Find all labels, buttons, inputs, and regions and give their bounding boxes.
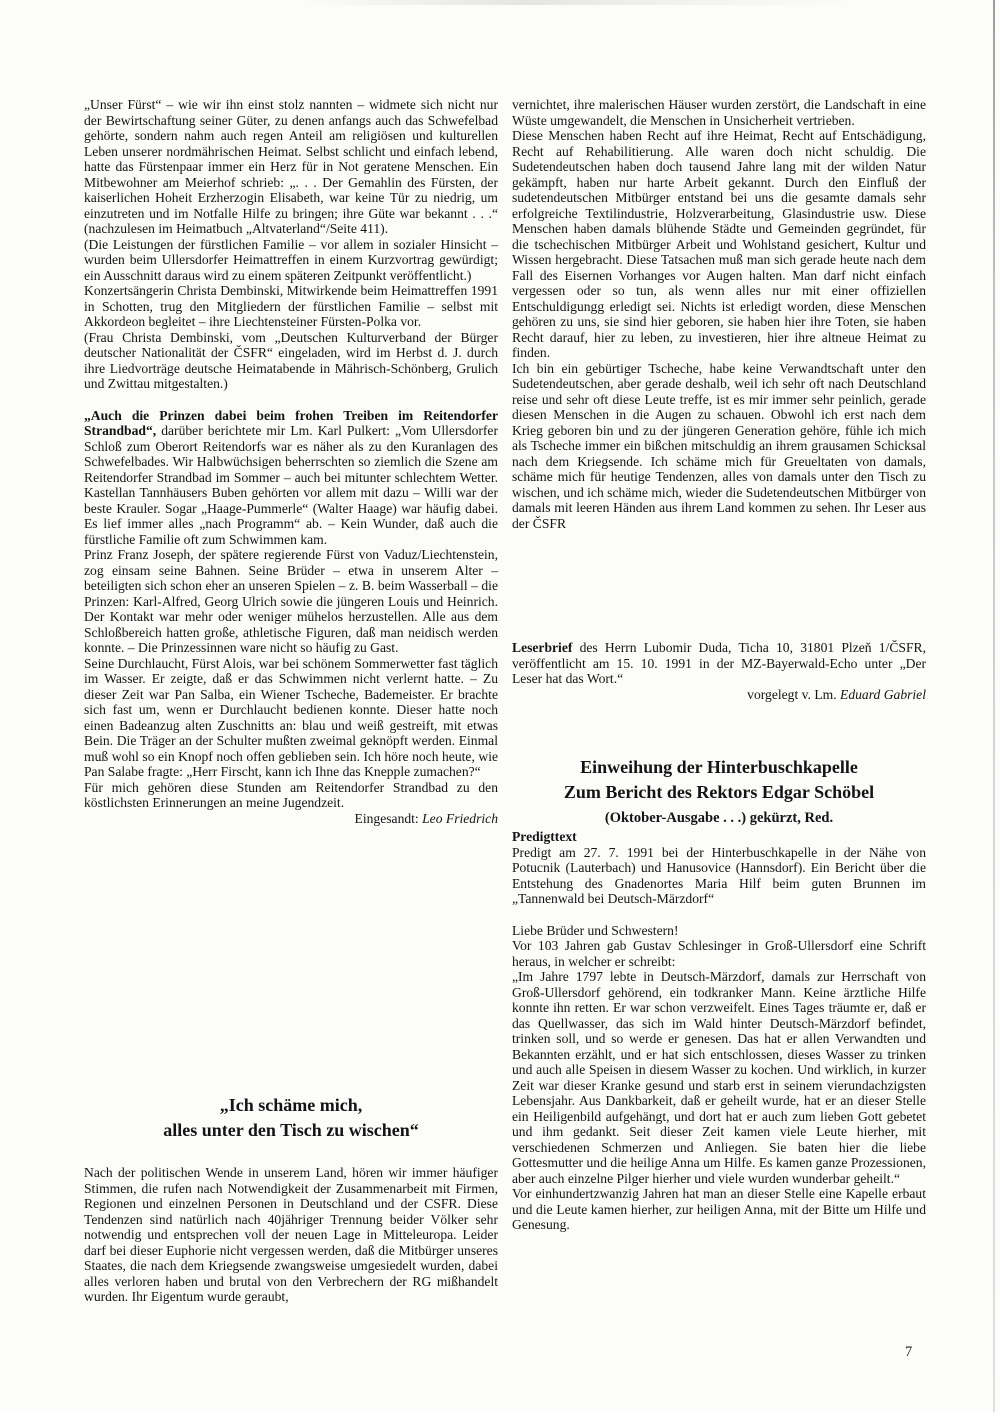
- signature-label: Eingesandt:: [354, 810, 423, 826]
- kapelle-subheading: (Oktober-Ausgabe . . .) gekürzt, Red.: [604, 810, 834, 826]
- para-prinz-franz-joseph: Prinz Franz Joseph, der spätere regierende Fürst von Vaduz/Liechtenstein, zog einsam seine Bahnen. Seine Brüder – etwa in unserem Alter – beteiligten sich schon eher an unseren Spielen – z. B. beim Wasserball – die Prinzen: Karl-Alfred, Georg Ulrich sowie die jüngeren Louis und Heinrich. Der Kontakt war mehr oder weniger mühelos herzustellen. Alle aus dem Schloßbereich hatten große, athletische Figuren, daß man neidisch werden konnte. – Die Prinzessinnen ware nicht so häufig zu Gast.: [84, 547, 498, 655]
- para-frau-dembinski: (Frau Christa Dembinski, vom „Deutschen Kulturverband der Bürger deutscher Nationalität der ČSFR“ eingeladen, wird im Herbst d. J. durch ihre Liedvorträge deutsche Heimatabende in Mährisch-Schönberg, Grulich und Zwittau mitgestalten.): [84, 329, 498, 391]
- para-konzertsaengerin: Konzertsängerin Christa Dembinski, Mitwirkende beim Heimattreffen 1991 in Schotten, trug den Mitgliedern der fürstlichen Familie – selbst mit Akkordeon begleitet – ihre Liechtensteiner Fürsten-Polka vor.: [84, 283, 498, 329]
- leserbrief-bold-lead: Leserbrief: [512, 640, 573, 655]
- para-strandbad: [84, 408, 498, 548]
- kapelle-heading-line-1: Einweihung der Hinterbuschkapelle: [580, 757, 858, 777]
- section-heading-einweihung: [512, 755, 926, 805]
- para-im-jahre-1797: „Im Jahre 1797 lebte in Deutsch-Märzdorf, damals zur Herrschaft von Groß-Ullersdorf gehörend, ein todkranker Mann. Keine ärztliche Hilfe konnte ihn retten. Er war schon verzweifelt. Eines Tages träumte er, daß er das Quellwasser, das sich im Wald hinter Deutsch-Märzdorf befindet, trinken soll, und so werde er genesen. Das hat er allen Verwandten und Bekannten erzählt, und er hat sich entschlossen, dieses Wasser zu trinken und auch alle Speisen in diesem Wasser zu kochen. Und wirklich, in kurzer Zeit war dieser Kranke gesund und starb erst in seinem vierundachzigsten Lebensjahr. Aus Dankbarkeit, daß er geheilt wurde, hat er an dieser Stelle ein Heiligenbild aufgehängt, und dort hat er auch zum lieben Gott gebetet und ihm gedankt. Seit dieser Zeit kamen viele Leute hierher, mit verschiedenen Schmerzen und Anliegen. Sie baten hier die liebe Gottesmutter und die heilige Anna um Hilfe. Es kamen ganze Prozessionen, aber auch einzelne Pilger hierher und viele wurden wunderbar geheilt.“: [512, 969, 926, 1186]
- para-unser-fuerst: „Unser Fürst“ – wie wir ihn einst stolz nannten – widmete sich nicht nur der Bewirtschaftung seiner Güter, zu denen anfangs auch das Schwefelbad gehörte, sondern nahm auch regen Anteil am religiösen und kulturellen Leben unserer nordmährischen Heimat. Selbst schlicht und einfach lebend, hatte das Fürstenpaar immer ein Herz für in Not geratene Menschen. Ein Mitbewohner am Meierhof schrieb: „. . . Der Gemahlin des Fürsten, der kaiserlichen Hoheit Erzherzogin Elisabeth, war keine Tür zu niedrig, um einzutreten und im Notfalle Hilfe zu bringen; ihre Güte war bekannt . . .“ (nachzulesen im Heimatbuch „Altvaterland“/Seite 411).: [84, 97, 498, 236]
- section-heading-ich-schaeme-mich: [84, 1093, 498, 1143]
- vorgelegt-label: vorgelegt v. Lm.: [747, 686, 841, 702]
- para-recht-auf-heimat: Diese Menschen haben Recht auf ihre Heimat, Recht auf Entschädigung, Recht auf Rehabilitierung. Alle waren doch nicht schuldig. Die Sudetendeutschen haben doch tausend Jahre lang mit der wilden Natur gekämpft, haben nur harte Arbeit gekannt. Durch den Einfluß der sudetendeutschen Mitbürger entstand bei uns die gesamte damals sehr erfolgreiche Textilindustrie, Holzverarbeitung, Glasindustrie usw. Diese Menschen haben damals blühende Städte und Gemeinden gegründet, für die tschechischen Mitbürger Arbeit und Wohlstand gesichert, Kultur und Wissen hergebracht. Diese Tatsachen muß man sich gerade heute nach dem Fall des Eisernen Vorhanges vor Augen halten. Man darf nicht einfach vergessen oder so tun, als wenn alles nur mit einer offiziellen Entschuldigungg erledigt sei. Nichts ist erledigt worden, diese Menschen gehören zu uns, sie sind hier geboren, sie haben hier ihre Toten, sie haben Recht darauf, hier zu leben, zu investieren, hier ihre altneue Heimat zu finden.: [512, 128, 926, 360]
- predigttext-label: Predigttext: [512, 829, 577, 844]
- para-liebe-brueder: Liebe Brüder und Schwestern!: [512, 922, 679, 938]
- page-number: 7: [905, 1344, 913, 1360]
- para-gebuertiger-tscheche: Ich bin ein gebürtiger Tscheche, habe keine Verwandtschaft unter den Sudetendeutschen, aber gerade deshalb, weil ich sehr oft nach Deutschland reise und sehr oft diese Leute treffe, ist es mir immer sehr peinlich, gerade diesen Menschen in die Augen zu schauen. Obwohl ich erst nach dem Krieg geboren bin und zu der jüngeren Generation gehöre, fühle ich mich als Tscheche immer ein bißchen mitschuldig an ihrem grausamen Schicksal nach dem Kriegsende. Ich schäme mich für Greueltaten von damals, schäme mich für heutige Tendenzen, alles von damals unter den Tisch zu wischen, und ich schäme mich, wieder die Sudetendeutschen Mitbürger von damals mit leeren Händen aus ihrem Land kommen zu sehen. Ihr Leser aus der ČSFR: [512, 360, 926, 531]
- left-column-lower: [84, 1093, 498, 1305]
- strandbad-bold-lead: „Auch die Prinzen dabei beim frohen Treiben im Reitendorfer Strandbad“,: [84, 407, 498, 438]
- signature-name: Leo Friedrich: [422, 810, 498, 826]
- para-politische-wende: Nach der politischen Wende in unserem Land, hören wir immer häufiger Stimmen, die rufen nach Notwendigkeit der Zusammenarbeit mit Firmen, Regionen und einzelnen Personen in Deutschland und der CSFR. Diese Tendenzen sind natürlich nach 40jähriger Trennung beider Völker sehr notwendig und entsprechen voll der neuen Lage in Mitteleuropa. Leider darf bei dieser Euphorie nicht vergessen werden, daß die Mitbürger unseres Staates, die nach dem Kriegsende zwangsweise umgesiedelt wurden, dabei alles verloren haben und brutal von den Verbrechern der RG mißhandelt wurden. Ihr Eigentum wurde geraubt,: [84, 1165, 498, 1304]
- para-leistungen: (Die Leistungen der fürstlichen Familie – vor allem in sozialer Hinsicht – wurden beim Ullersdorfer Heimattreffen in einem Kurzvortrag gewürdigt; ein Ausschnitt daraus wird zu einem späteren Zeitpunkt veröffentlicht.): [84, 236, 498, 283]
- heading-line-2: alles unter den Tisch zu wischen“: [163, 1120, 419, 1140]
- para-vor-einhundertzwanzig: Vor einhundertzwanzig Jahren hat man an dieser Stelle eine Kapelle erbaut und die Leute kamen hierher, zur heiligen Anna, mit der Bitte um Hilfe und Genesung.: [512, 1186, 926, 1232]
- para-durchlaucht: Seine Durchlaucht, Fürst Alois, war bei schönem Sommerwetter fast täglich im Wasser. Er zeigte, daß er das Schwimmen nicht verlernt hatte. – Zu dieser Zeit war Pan Salba, ein Wiener Tscheche, Bademeister. Er brachte sich fast um, wenn er Durchlaucht bedienen konnte. Dieser hatte noch einen Badeanzug alten Zuschnitts an: blau und weiß gestreift, mit etwas Bein. Die Träger an der Schulter mußten zweimal geknöpft werden. Einmal muß wohl so ein Knopf noch offen geblieben sein. Ich höre noch heute, wie Pan Salabe fragte: „Herr Firscht, kann ich Ihne das Knepple zumachen?“: [84, 655, 498, 779]
- para-fuer-mich: Für mich gehören diese Stunden am Reitendorfer Strandbad zu den köstlichsten Erinnerungen an meine Jugendzeit.: [84, 779, 498, 810]
- scan-smudge: [300, 0, 860, 5]
- left-column-top: [84, 97, 498, 826]
- right-column-leserbrief: [512, 640, 926, 702]
- heading-line-1: „Ich schäme mich,: [219, 1095, 363, 1115]
- right-column-kapelle: [512, 755, 926, 1233]
- scan-edge-line: [993, 0, 995, 1412]
- right-column-top: [512, 97, 926, 531]
- para-predigt: Predigt am 27. 7. 1991 bei der Hinterbuschkapelle in der Nähe von Potucnik (Lauterbach) und Hanusovice (Hannsdorf). Ein Bericht über die Entstehung des Gnadenortes Maria Hilf beim guten Brunnen im „Tannenwald bei Deutsch-Märzdorf“: [512, 844, 926, 906]
- kapelle-heading-line-2: Zum Bericht des Rektors Edgar Schöbel: [563, 782, 875, 802]
- strandbad-rest: darüber berichtete mir Lm. Karl Pulkert: „Vom Ullersdorfer Schloß zum Oberort Reitendorfs war es näher als zu den Kuranlagen des Schwefelbades. Wir Halbwüchsigen beherrschten so ziemlich die Szene am Reitendorfer Strandbad im Sommer – auch bei mitunter schlechtem Wetter. Kastellan Tannhäusers Buben gehörten vor allem mit dazu – Willi war der beste Krauler. Sogar „Haage-Pummerle“ (Walter Haage) war häufig dabei. Es lief immer alles „nach Programm“ ab. – Kein Wunder, daß auch die fürstliche Familie oft zum Schwimmen kam.: [84, 423, 498, 547]
- signature-leo-friedrich: [84, 811, 498, 827]
- para-vor-103-jahren: Vor 103 Jahren gab Gustav Schlesinger in Groß-Ullersdorf eine Schrift heraus, in welcher er schreibt:: [512, 938, 926, 969]
- signature-eduard-gabriel: [512, 687, 926, 703]
- para-leserbrief: [512, 640, 926, 687]
- leserbrief-rest: des Herrn Lubomir Duda, Ticha 10, 31801 Plzeň 1/ČSFR, veröffentlicht am 15. 10. 1991 in der MZ-Bayerwald-Echo unter „Der Leser hat das Wort.“: [512, 640, 926, 686]
- para-vernichtet: vernichtet, ihre malerischen Häuser wurden zerstört, die Landschaft in eine Wüste umgewandelt, die Menschen in Unsicherheit vertrieben.: [512, 97, 926, 128]
- vorgelegt-name: Eduard Gabriel: [840, 686, 926, 702]
